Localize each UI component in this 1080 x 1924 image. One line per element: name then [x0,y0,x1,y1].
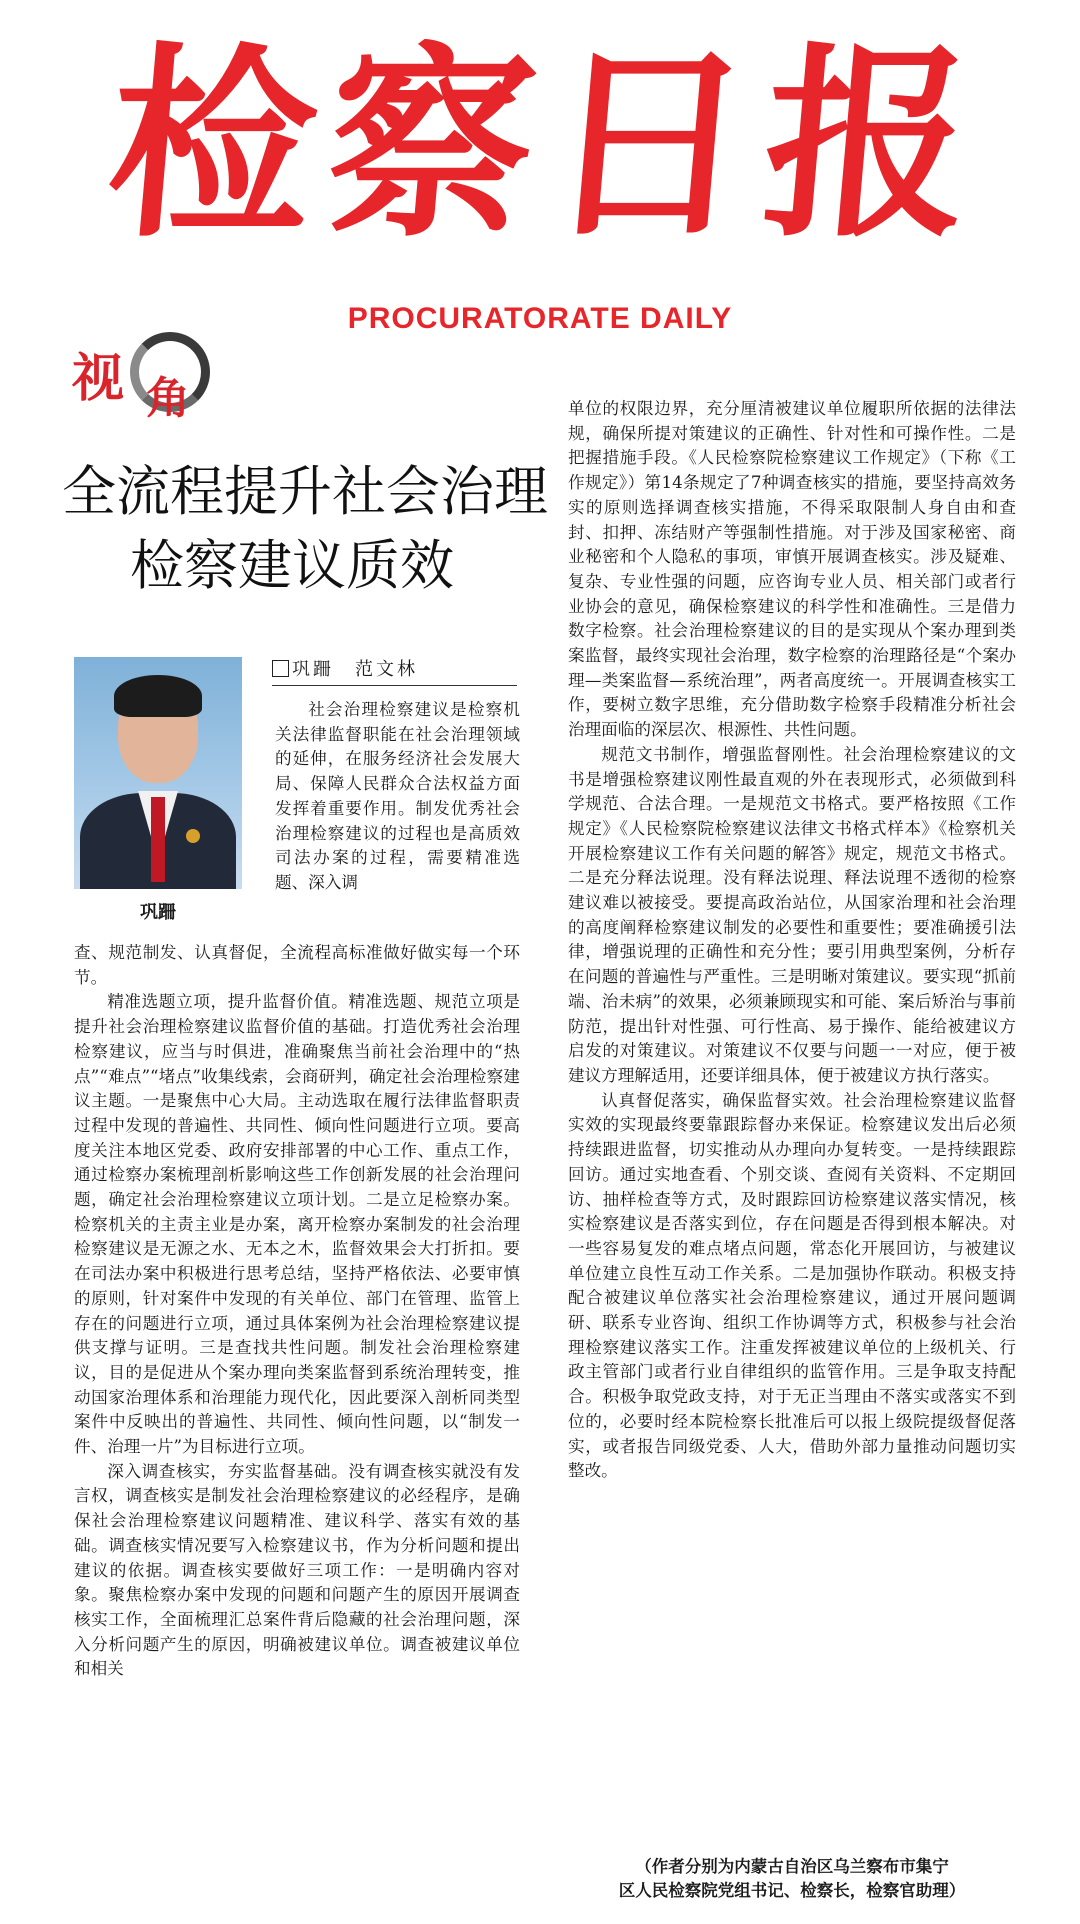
masthead-title [99,20,981,270]
masthead-english-title: PROCURATORATE DAILY [347,302,733,335]
masthead-char: 察 [317,24,544,265]
headline-line: 检察建议质效 [130,534,454,597]
column-right [568,397,1016,1484]
byline-box-icon [272,660,289,677]
intro-narrow [275,698,520,896]
masthead-char: 日 [536,24,763,265]
masthead [0,0,1080,345]
paragraph: 认真督促落实，确保监督实效。社会治理检察建议监督实效的实现最终要靠跟踪督办来保证。检察建议发出后必须持续跟进监督，切实推动从办理向办复转变。一是持续跟踪回访。通过实地查看、个别交谈、查阅有关资料、不定期回访、抽样检查等方式，及时跟踪回访检察建议落实情况，核实检察建议是否落实到位，存在问题是否得到根本解决。对一些容易复发的难点堵点问题，常态化开展回访，与被建议单位建立良性互动工作关系。二是加强协作联动。积极支持配合被建议单位落实社会治理检察建议，通过开展问题调研、联系专业咨询、组织工作协调等方式，积极参与社会治理检察建议落实工作。注重发挥被建议单位的上级机关、行政主管部门或者行业自律组织的监管作用。三是争取支持配合。积极争取党政支持，对于无正当理由不落实或落实不到位的，必要时经本院检察长批准后可以报上级院提级督促落实，或者报告同级党委、人大，借助外部力量推动问题切实整改。 [568,1090,1016,1481]
masthead-char: 检 [99,24,326,265]
byline-names: 巩跚 范文林 [292,659,418,680]
paragraph: 查、规范制发、认真督促，全流程高标准做好做实每一个环节。 [74,943,520,987]
masthead-char: 报 [754,24,981,265]
author-photo [74,657,242,889]
author-note: （作者分别为内蒙古自治区乌兰察布市集宁 区人民检察院党组书记、检察长，检察官助理） [618,1857,966,1900]
photo-caption: 巩跚 [140,902,176,923]
column-logo-char: 角 [146,373,190,424]
paragraph: 规范文书制作，增强监督刚性。社会治理检察建议的文书是增强检察建议刚性最直观的外在表现形式，必须做到科学规范、合法合理。一是规范文书格式。要严格按照《工作规定》《人民检察院检察建议法律文书格式样本》《检察机关开展检察建议工作有关问题的解答》规定，规范文书格式。二是充分释法说理。没有释法说理、释法说理不透彻的检察建议难以被接受。要提高政治站位，从国家治理和社会治理的高度阐释检察建议制发的必要性和重要性；要准确援引法律，增强说理的正确性和充分性；要引用典型案例，分析存在问题的普遍性与严重性。三是明晰对策建议。要实现“抓前端、治未病”的效果，必须兼顾现实和可能、案后矫治与事前防范，提出针对性强、可行性高、易于操作、能给被建议方启发的对策建议。对策建议不仅要与问题一一对应，便于被建议方理解适用，还要详细具体，便于被建议方执行落实。 [568,744,1016,1085]
paragraph: 社会治理检察建议是检察机关法律监督职能在社会治理领域的延伸，在服务经济社会发展大局、保障人民群众合法权益方面发挥着重要作用。制发优秀社会治理检察建议的过程也是高质效司法办案的过程，需要精准选题、深入调 [275,700,520,892]
paragraph: 精准选题立项，提升监督价值。精准选题、规范立项是提升社会治理检察建议监督价值的基础。打造优秀社会治理检察建议，应当与时俱进，准确聚焦当前社会治理中的“热点”“难点”“堵点”收集线索，会商研判，确定社会治理检察建议主题。一是聚焦中心大局。主动选取在履行法律监督职责过程中发现的普遍性、共同性、倾向性问题进行立项。要高度关注本地区党委、政府安排部署的中心工作、重点工作，通过检察办案梳理剖析影响这些工作创新发展的社会治理问题，确定社会治理检察建议立项计划。二是立足检察办案。检察机关的主责主业是办案，离开检察办案制发的社会治理检察建议是无源之水、无本之木，监督效果会大打折扣。要在司法办案中积极进行思考总结，坚持严格依法、必要审慎的原则，针对案件中发现的有关单位、部门在管理、监管上存在的问题进行立项，通过具体案例为社会治理检察建议提供支撑与证明。三是查找共性问题。制发社会治理检察建议，目的是促进从个案办理向类案监督到系统治理转变，推动国家治理体系和治理能力现代化，因此要深入剖析同类型案件中反映出的普遍性、共同性、倾向性问题，以“制发一件、治理一片”为目标进行立项。 [74,992,520,1457]
paragraph: 深入调查核实，夯实监督基础。没有调查核实就没有发言权，调查核实是制发社会治理检察建议的必经程序，是确保社会治理检察建议问题精准、建议科学、落实有效的基础。调查核实情况要写入检察建议书，作为分析问题和提出建议的依据。调查核实要做好三项工作：一是明确内容对象。聚焦检察办案中发现的问题和问题产生的原因开展调查核实工作，全面梳理汇总案件背后隐藏的社会治理问题，深入分析问题产生的原因，明确被建议单位。调查被建议单位和相关 [74,1461,520,1679]
column-logo-char: 视 [72,348,125,409]
article-headline [62,455,548,603]
column-left [74,941,520,1682]
headline-line: 全流程提升社会治理 [62,460,548,523]
column-logo [72,332,212,427]
byline [272,655,517,686]
paragraph: 单位的权限边界，充分厘清被建议单位履职所依据的法律法规，确保所提对策建议的正确性、针对性和可操作性。二是把握措施手段。《人民检察院检察建议工作规定》（下称《工作规定》）第14条规定了7种调查核实的措施，要坚持高效务实的原则选择调查核实措施，不得采取限制人身自由和查封、扣押、冻结财产等强制性措施。对于涉及国家秘密、商业秘密和个人隐私的事项，审慎开展调查核实。涉及疑难、复杂、专业性强的问题，应咨询专业人员、相关部门或者行业协会的意见，确保检察建议的科学性和准确性。三是借力数字检察。社会治理检察建议的目的是实现从个案办理到类案监督，最终实现社会治理，数字检察的治理路径是“个案办理—类案监督—系统治理”，两者高度统一。开展调查核实工作，要树立数字思维，充分借助数字检察手段精准分析社会治理面临的深层次、根源性、共性问题。 [568,399,1016,740]
